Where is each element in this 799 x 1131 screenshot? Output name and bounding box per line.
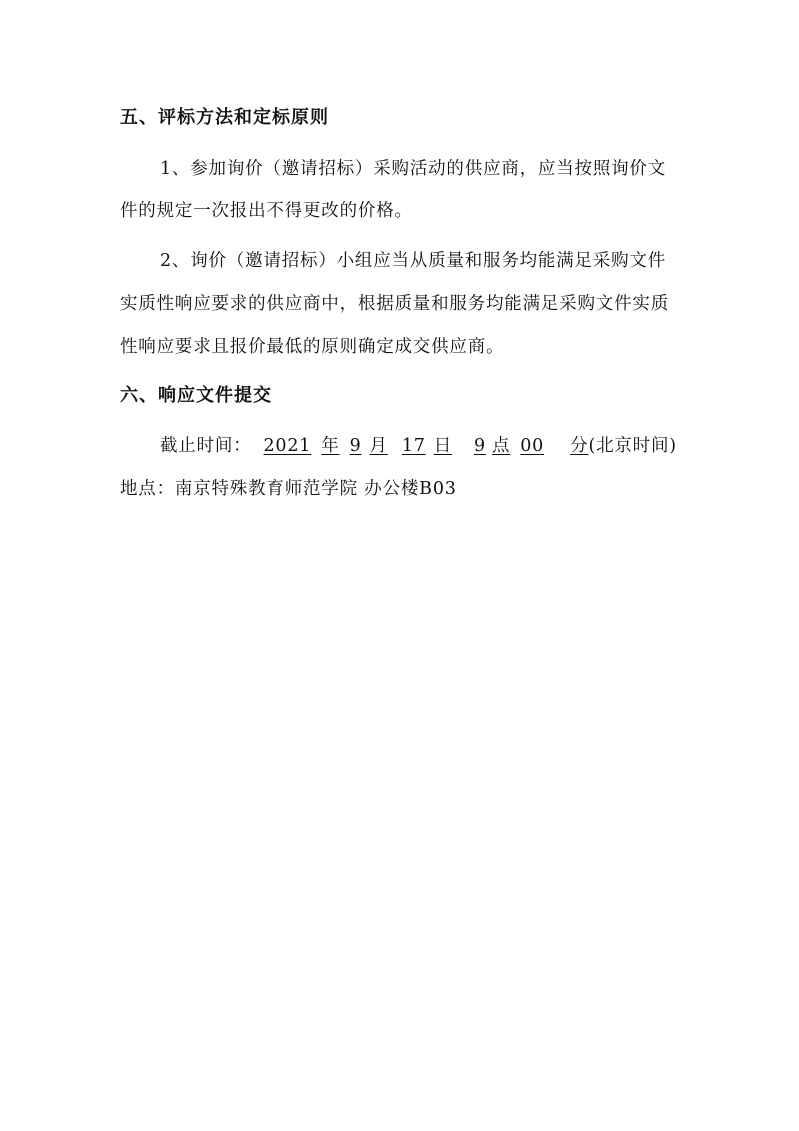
location-label: 地点： [120,479,175,499]
deadline-month-unit: 月 [369,436,388,456]
item2-line1: 2、询价（邀请招标）小组应当从质量和服务均能满足采购文件 [160,251,667,271]
deadline-minute: 00 [520,436,545,456]
deadline-day: 17 [401,436,426,456]
item2-line3: 性响应要求且报价最低的原则确定成交供应商。 [120,337,505,357]
section-six-heading: 六、响应文件提交 [120,385,272,406]
deadline-timezone: (北京时间) [588,436,677,456]
deadline-hour-unit: 点 [491,436,511,456]
deadline-label: 截止时间： [160,436,252,456]
deadline-datetime [252,436,589,456]
deadline-month: 9 [349,436,362,456]
deadline-day-unit: 日 [433,436,452,456]
section-five-heading: 五、评标方法和定标原则 [120,107,329,128]
location-line [120,477,457,501]
item1-line2: 件的规定一次报出不得更改的价格。 [120,201,413,221]
deadline-year-unit: 年 [321,436,340,456]
deadline-line [160,434,677,458]
item1-line1: 1、参加询价（邀请招标）采购活动的供应商，应当按照询价文 [160,159,667,179]
deadline-minute-unit: 分 [570,436,589,456]
location-value: 南京特殊教育师范学院 办公楼B03 [174,479,457,499]
deadline-hour: 9 [474,436,486,456]
deadline-year: 2021 [263,436,312,456]
item2-line2: 实质性响应要求的供应商中，根据质量和服务均能满足采购文件实质 [120,294,669,314]
